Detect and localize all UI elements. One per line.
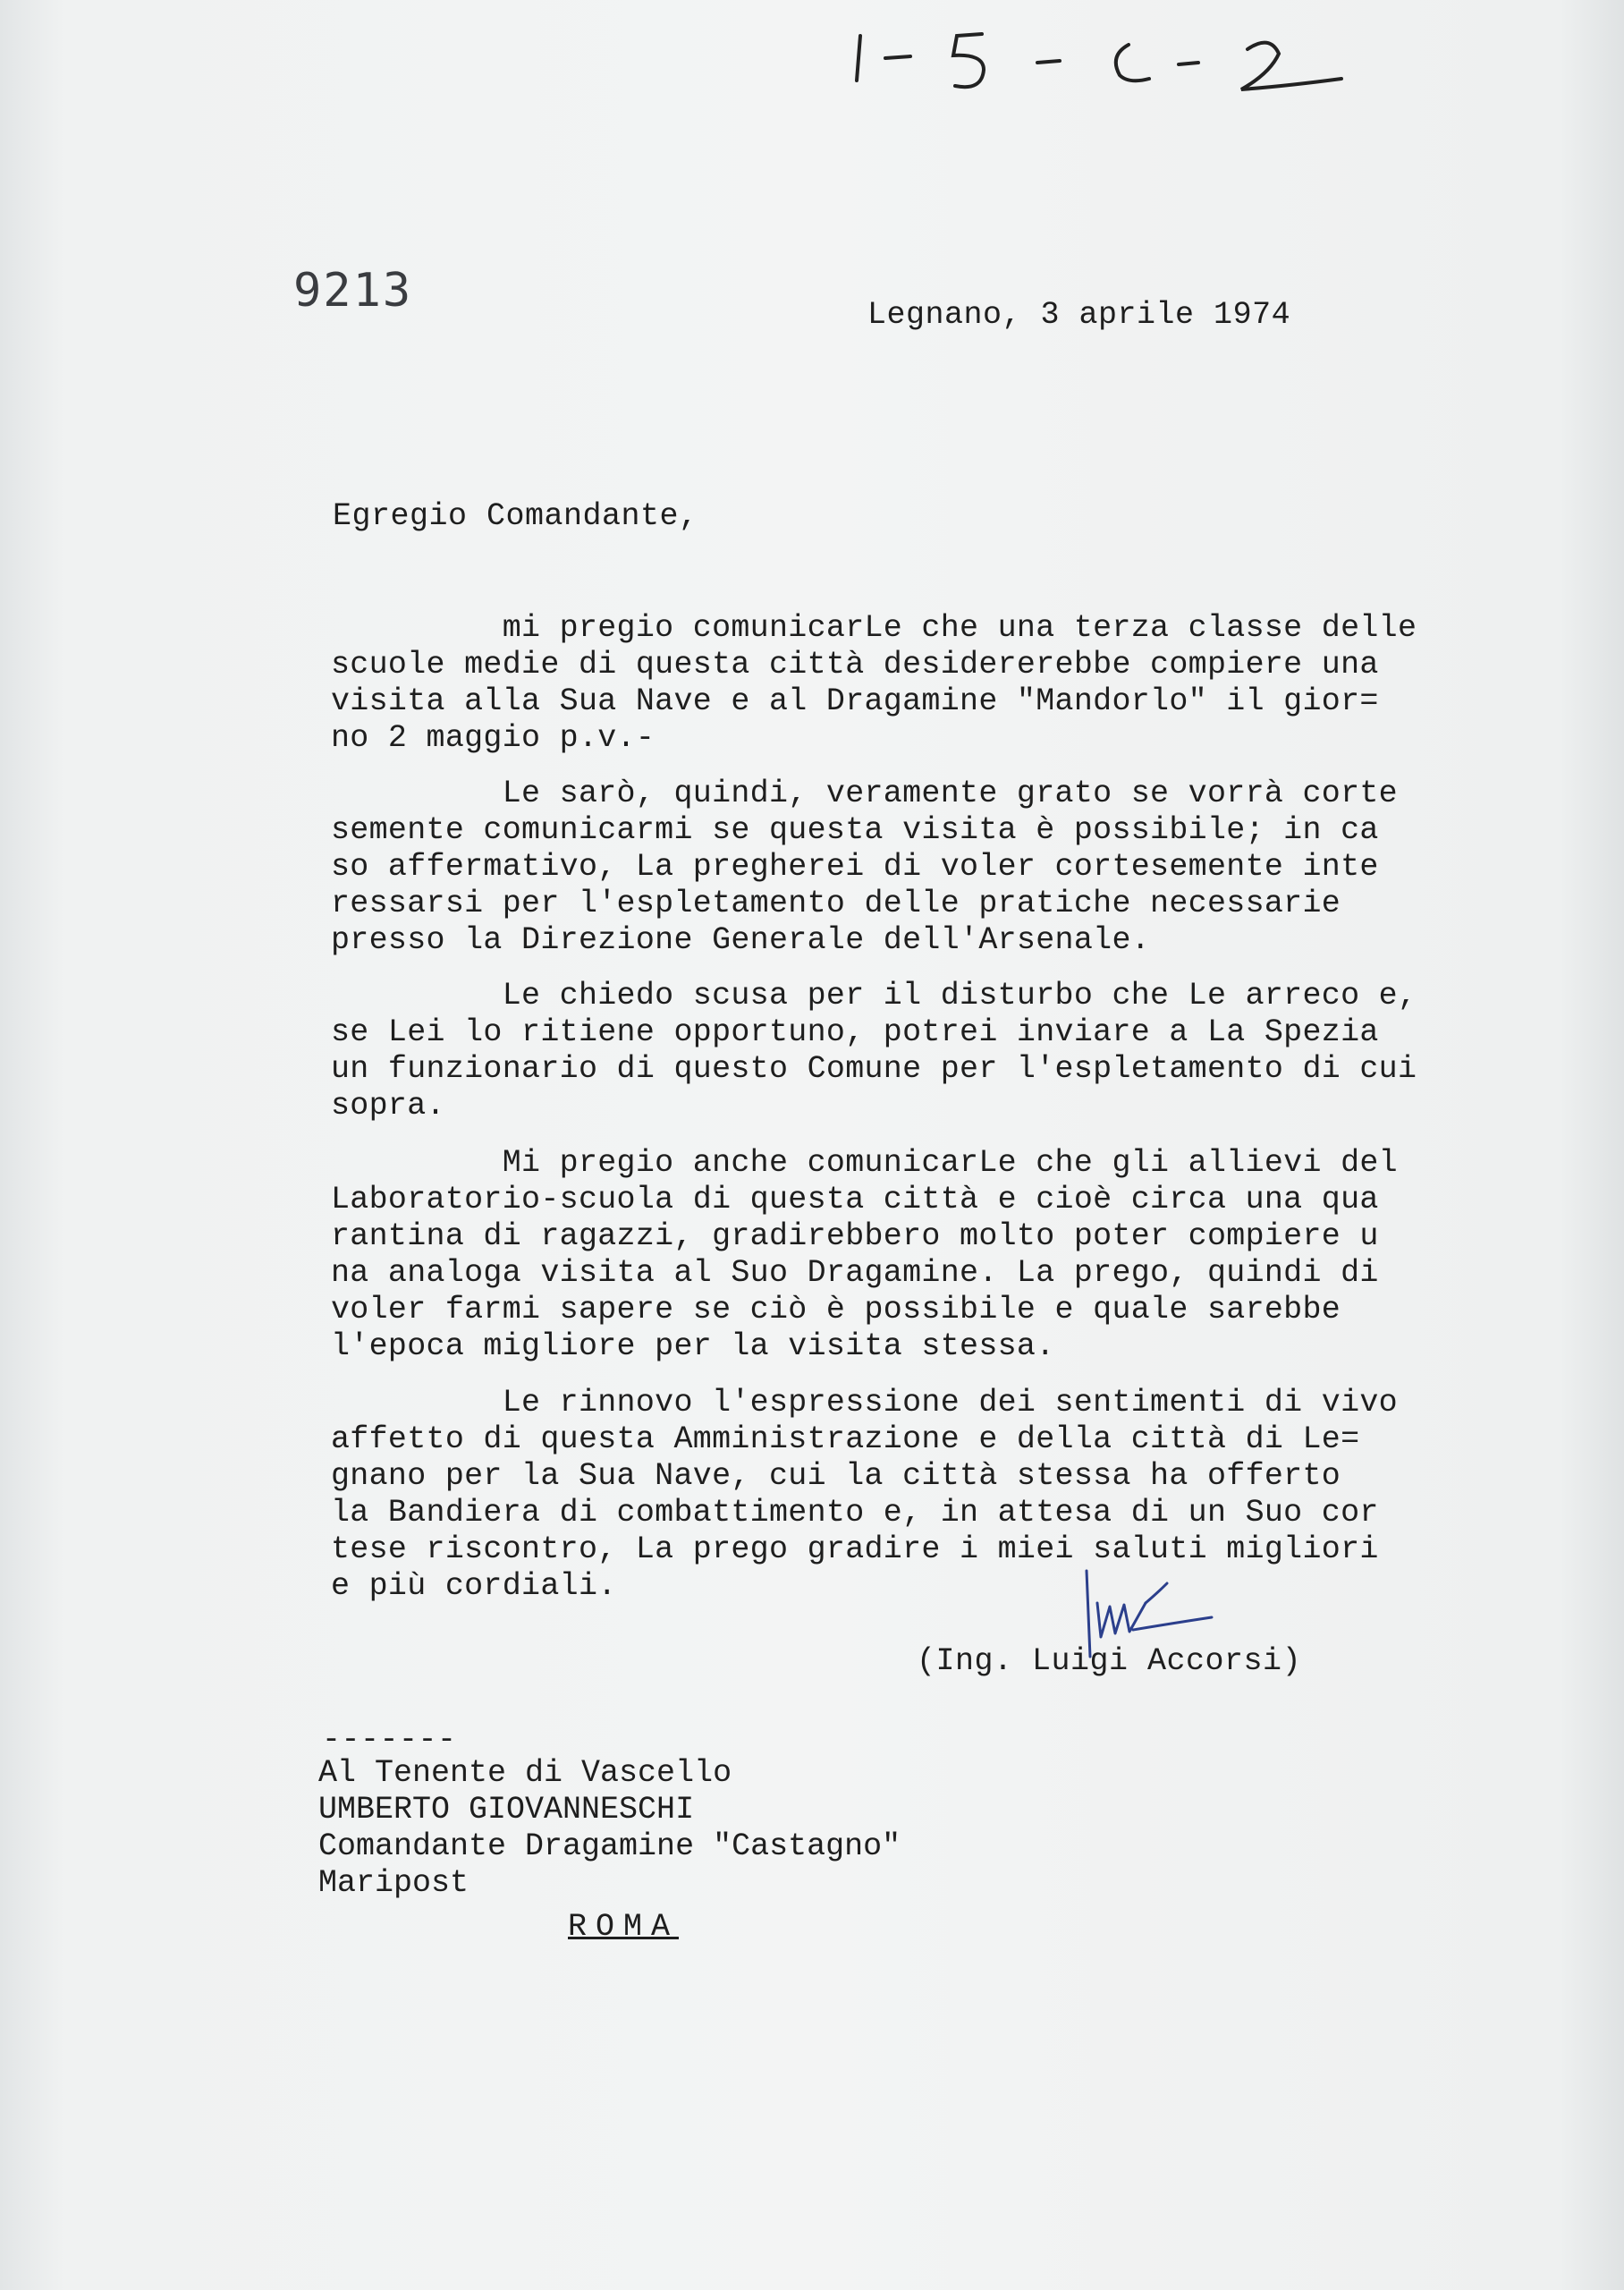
paragraph-4 bbox=[331, 1145, 1398, 1365]
text-line: la Bandiera di combattimento e, in attesa di un Suo cor bbox=[331, 1495, 1379, 1531]
handwritten-reference bbox=[841, 9, 1377, 116]
text-line: un funzionario di questo Comune per l'espletamento di cui bbox=[331, 1051, 1417, 1087]
text-line: Le chiedo scusa per il disturbo che Le arreco e, bbox=[331, 978, 1417, 1014]
divider: ------- bbox=[322, 1722, 457, 1758]
text-line: Le rinnovo l'espressione dei sentimenti di vivo bbox=[331, 1385, 1398, 1421]
addressee-line: Comandante Dragamine "Castagno" bbox=[318, 1828, 901, 1864]
text-line: visita alla Sua Nave e al Dragamine "Mandorlo" il gior= bbox=[331, 683, 1379, 719]
text-line: no 2 maggio p.v.- bbox=[331, 720, 656, 756]
text-line: tese riscontro, La prego gradire i miei saluti migliori bbox=[331, 1531, 1379, 1567]
addressee-line: Al Tenente di Vascello bbox=[318, 1755, 732, 1791]
text-line: e più cordiali. bbox=[331, 1568, 617, 1604]
text-line: se Lei lo ritiene opportuno, potrei inviare a La Spezia bbox=[331, 1014, 1379, 1050]
text-line: l'epoca migliore per la visita stessa. bbox=[331, 1328, 1055, 1364]
text-line: rantina di ragazzi, gradirebbero molto poter compiere u bbox=[331, 1218, 1379, 1254]
salutation: Egregio Comandante, bbox=[333, 498, 698, 534]
text-line: so affermativo, La pregherei di voler cortesemente inte bbox=[331, 849, 1379, 885]
text-line: voler farmi sapere se ciò è possibile e quale sarebbe bbox=[331, 1292, 1341, 1327]
text-line: sopra. bbox=[331, 1088, 445, 1124]
text-line: presso la Direzione Generale dell'Arsenale. bbox=[331, 922, 1151, 958]
addressee-block bbox=[318, 1755, 901, 1902]
letter-date: Legnano, 3 aprile 1974 bbox=[867, 297, 1291, 333]
text-line: scuole medie di questa città desidererebbe compiere una bbox=[331, 647, 1379, 683]
paragraph-1 bbox=[331, 610, 1417, 757]
text-line: mi pregio comunicarLe che una terza classe delle bbox=[331, 610, 1417, 646]
addressee-line: Maripost bbox=[318, 1865, 469, 1901]
text-line: Laboratorio-scuola di questa città e cioè circa una qua bbox=[331, 1182, 1379, 1217]
text-line: Le sarò, quindi, veramente grato se vorrà corte bbox=[331, 776, 1398, 811]
signatory-name: (Ing. Luigi Accorsi) bbox=[917, 1643, 1302, 1679]
paragraph-3 bbox=[331, 978, 1417, 1124]
text-line: na analoga visita al Suo Dragamine. La prego, quindi di bbox=[331, 1255, 1379, 1291]
text-line: Mi pregio anche comunicarLe che gli allievi del bbox=[331, 1145, 1398, 1181]
text-line: affetto di questa Amministrazione e della città di Le= bbox=[331, 1421, 1360, 1457]
text-line: ressarsi per l'espletamento delle pratiche necessarie bbox=[331, 886, 1341, 921]
paragraph-5 bbox=[331, 1385, 1398, 1605]
paragraph-2 bbox=[331, 776, 1398, 959]
text-line: semente comunicarmi se questa visita è possibile; in ca bbox=[331, 812, 1379, 848]
text-line: gnano per la Sua Nave, cui la città stessa ha offerto bbox=[331, 1458, 1341, 1494]
protocol-number: 9213 bbox=[293, 264, 413, 318]
destination-city: ROMA bbox=[568, 1909, 680, 1945]
addressee-line: UMBERTO GIOVANNESCHI bbox=[318, 1792, 695, 1828]
